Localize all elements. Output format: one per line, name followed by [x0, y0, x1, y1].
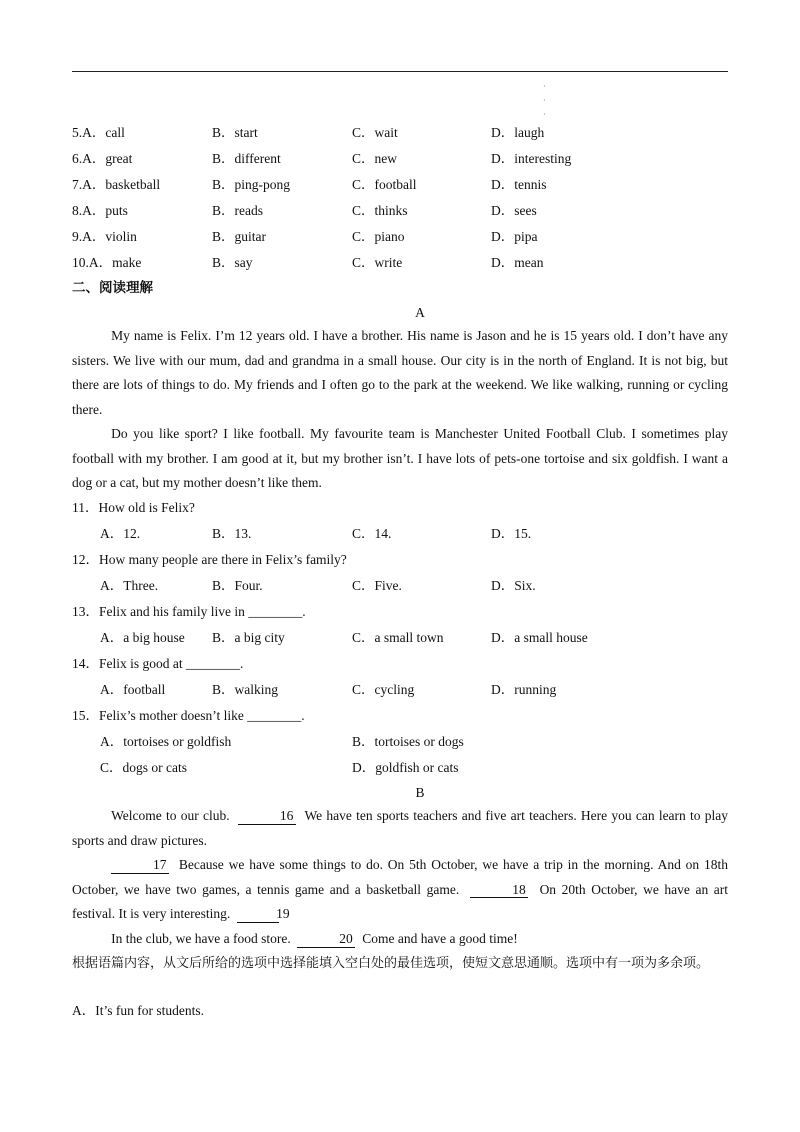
question-number: 7.: [72, 177, 83, 192]
option-c: C．a small town: [352, 630, 444, 645]
question-stem: 15．Felix’s mother doesn’t like ________.: [72, 708, 305, 723]
option-c: C．thinks: [352, 203, 408, 218]
blank-17[interactable]: 17: [111, 858, 169, 874]
option-a: A．12.: [100, 526, 141, 541]
passage-b-paragraph-2: [72, 853, 728, 927]
option-c: C．14.: [352, 526, 392, 541]
margin-dots: · · ·: [543, 82, 546, 119]
option-d: D．a small house: [491, 630, 588, 645]
header-rule: [72, 71, 728, 72]
blank-18[interactable]: 18: [470, 883, 528, 899]
option-c: C．football: [352, 177, 417, 192]
question-number: 8.: [72, 203, 83, 218]
option-a: A．violin: [82, 229, 137, 244]
passage-a-paragraph-1: My name is Felix. I’m 12 years old. I have a brother. His name is Jason and he is 15 years old. I don’t have any sisters. We live with our mum, dad and grandma in a small house. Our city is in the north of England. It is not big, but there are lots of things to do. My friends and I often go to the park at the weekend. We like walking, running or cycling there.: [72, 328, 728, 417]
question-number: 5.: [72, 125, 83, 140]
question-number: 10.: [72, 255, 89, 270]
choice-row: [72, 150, 132, 168]
option-d: D．mean: [491, 255, 544, 270]
option-d: D．pipa: [491, 229, 538, 244]
option-b: B．a big city: [212, 630, 285, 645]
passage-text: On 20th October, we have an art festival. It is very interesting.: [72, 881, 729, 921]
option-a-sentence: A．It’s fun for students.: [72, 1003, 204, 1018]
passage-a-label: A: [415, 305, 425, 320]
option-a: A．football: [100, 682, 166, 697]
instruction-text: 根据语篇内容，从文后所给的选项中选择能填入空白处的最佳选项，使短文意思通顺。选项中有一项为多余项。: [72, 956, 710, 971]
passage-text: Come and have a good time!: [362, 931, 518, 946]
option-d: D．goldfish or cats: [352, 760, 459, 775]
choice-row: [72, 124, 125, 142]
passage-text: We have ten sports teachers and five art teachers. Here you can learn to play sports and draw pictures.: [72, 808, 728, 848]
option-d: D．Six.: [491, 578, 536, 593]
option-b: B．Four.: [212, 578, 263, 593]
passage-a-paragraph-2: Do you like sport? I like football. My favourite team is Manchester United Football Club. I sometimes play football with my brother. I am good at it, but my brother isn’t. I have lots of pets-one tortoise and six goldfish. I want a dog or a cat, but my mother doesn’t like them.: [72, 426, 728, 490]
option-c: C．cycling: [352, 682, 415, 697]
option-b: B．13.: [212, 526, 252, 541]
option-c: C．wait: [352, 125, 398, 140]
question-stem: 12．How many people are there in Felix’s family?: [72, 552, 347, 567]
choice-row: [72, 254, 141, 272]
choice-row: [72, 176, 160, 194]
passage-text: Because we have some things to do. On 5th October, we have a trip in the morning. And on 18th October, we have two games, a tennis game and a basketball game.: [72, 857, 729, 897]
passage-b-paragraph-1: [72, 804, 728, 853]
question-stem: 14．Felix is good at ________.: [72, 656, 244, 671]
option-a: A．Three.: [100, 578, 159, 593]
section-heading: 二、阅读理解: [72, 280, 153, 296]
option-b: B．start: [212, 125, 258, 140]
passage-b-paragraph-3: [72, 927, 728, 952]
question-stem: 11．How old is Felix?: [72, 500, 195, 515]
question-number: 6.: [72, 151, 83, 166]
option-b: B．different: [212, 151, 281, 166]
option-d: D．sees: [491, 203, 537, 218]
option-a: A．basketball: [82, 177, 161, 192]
passage-text: Welcome to our club.: [111, 808, 230, 823]
option-d: D．interesting: [491, 151, 572, 166]
option-a: A．tortoises or goldfish: [100, 734, 232, 749]
option-d: D．15.: [491, 526, 532, 541]
option-c: C．Five.: [352, 578, 402, 593]
blank-20[interactable]: 20: [297, 932, 355, 948]
passage-b-label: B: [415, 785, 425, 800]
option-b: B．say: [212, 255, 253, 270]
option-b: B．ping-pong: [212, 177, 291, 192]
option-a: A．great: [82, 151, 133, 166]
option-a: A．a big house: [100, 630, 185, 645]
option-a: A．puts: [82, 203, 128, 218]
choice-row: [72, 228, 137, 246]
question-number: 9.: [72, 229, 83, 244]
option-b: B．reads: [212, 203, 263, 218]
option-d: D．running: [491, 682, 557, 697]
blank-19[interactable]: 19: [237, 907, 279, 923]
choice-row: [72, 202, 128, 220]
option-c: C．new: [352, 151, 397, 166]
option-b: B．tortoises or dogs: [352, 734, 464, 749]
option-d: D．tennis: [491, 177, 547, 192]
option-b: B．walking: [212, 682, 278, 697]
option-c: C．dogs or cats: [100, 760, 187, 775]
option-a: A．call: [82, 125, 125, 140]
blank-16[interactable]: 16: [238, 809, 296, 825]
option-c: C．piano: [352, 229, 405, 244]
option-b: B．guitar: [212, 229, 266, 244]
passage-text: In the club, we have a food store.: [111, 931, 291, 946]
option-c: C．write: [352, 255, 403, 270]
question-stem: 13．Felix and his family live in ________.: [72, 604, 306, 619]
option-d: D．laugh: [491, 125, 545, 140]
option-a: A．make: [88, 255, 142, 270]
